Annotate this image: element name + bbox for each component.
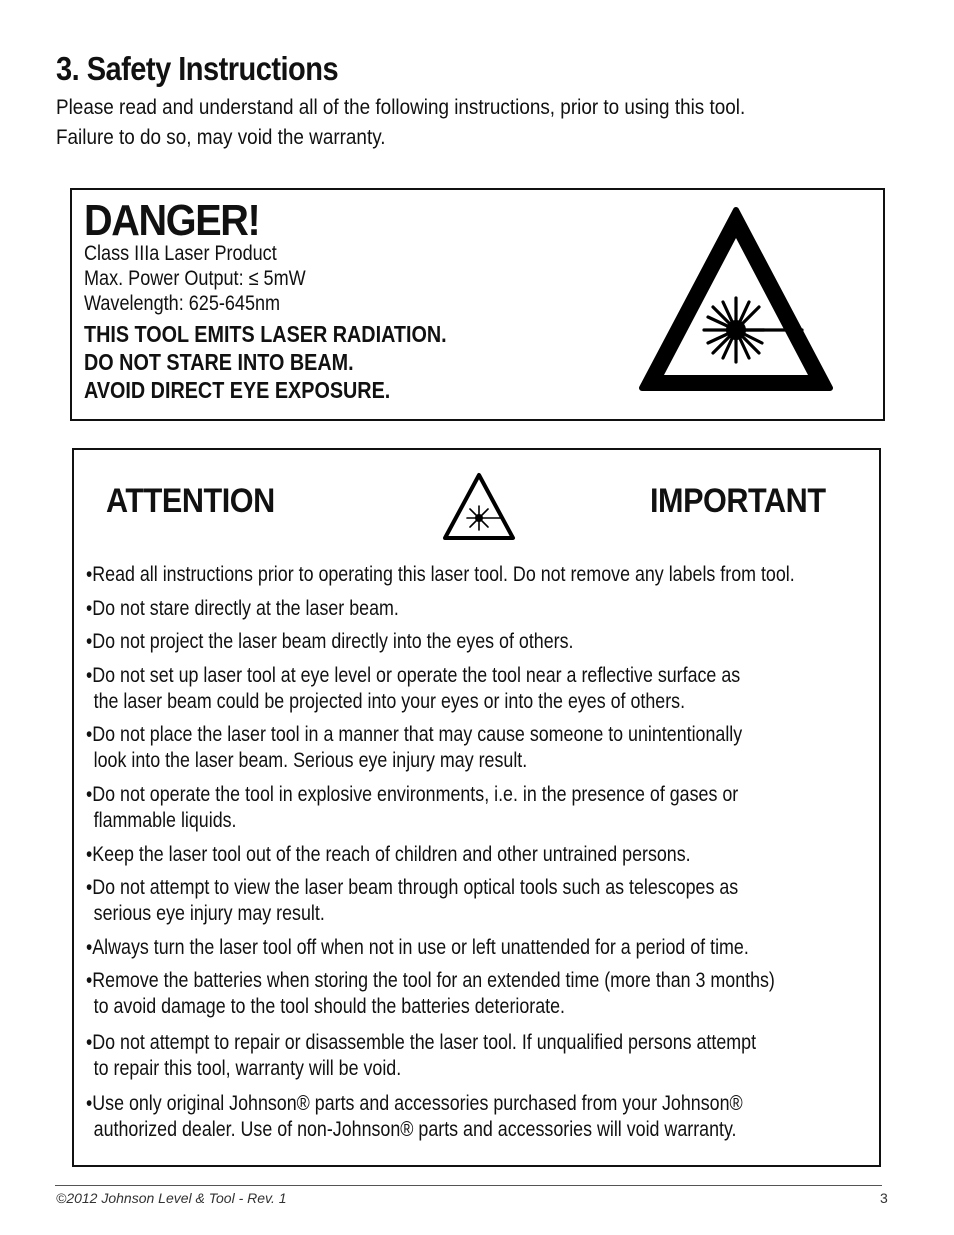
important-heading: IMPORTANT [650, 482, 826, 520]
page-title: 3. Safety Instructions [56, 50, 339, 87]
danger-heading: DANGER! [84, 196, 260, 245]
warning-line-eye-exposure: AVOID DIRECT EYE EXPOSURE. [84, 377, 391, 403]
attention-panel [72, 448, 881, 1167]
laser-warning-triangle-icon [636, 204, 836, 394]
list-item: •Do not attempt to view the laser beam through optical tools such as telescopes as serious eye injury may result. [86, 876, 739, 925]
list-item: •Do not place the laser tool in a manner that may cause someone to unintentionally look into the laser beam. Serious eye injury may result. [86, 723, 743, 772]
list-item: •Always turn the laser tool off when not in use or left unattended for a period of time. [86, 936, 749, 959]
laser-warning-triangle-icon [442, 472, 516, 542]
list-item: •Remove the batteries when storing the tool for an extended time (more than 3 months) to avoid damage to the tool should the batteries deteriorate. [86, 969, 775, 1018]
attention-heading: ATTENTION [106, 482, 275, 520]
list-item: •Use only original Johnson® parts and accessories purchased from your Johnson® authorized dealer. Use of non-Johnson® parts and accessories will void warranty. [86, 1092, 743, 1141]
warning-line-radiation: THIS TOOL EMITS LASER RADIATION. [84, 321, 447, 347]
intro-line-1: Please read and understand all of the following instructions, prior to using this tool. [56, 96, 746, 119]
danger-panel [70, 188, 885, 421]
laser-class-text: Class IIIa Laser Product [84, 242, 277, 265]
footer-copyright: ©2012 Johnson Level & Tool - Rev. 1 [56, 1190, 287, 1206]
page-number: 3 [880, 1190, 888, 1206]
intro-line-2: Failure to do so, may void the warranty. [56, 126, 386, 149]
footer-divider [55, 1185, 882, 1186]
warning-line-stare: DO NOT STARE INTO BEAM. [84, 349, 354, 375]
list-item: •Do not set up laser tool at eye level or operate the tool near a reflective surface as the laser beam could be projected into your eyes or into the eyes of others. [86, 664, 741, 713]
list-item: •Do not project the laser beam directly into the eyes of others. [86, 630, 574, 653]
wavelength-text: Wavelength: 625-645nm [84, 292, 281, 315]
list-item: •Do not stare directly at the laser beam. [86, 597, 399, 620]
list-item: •Keep the laser tool out of the reach of children and other untrained persons. [86, 843, 691, 866]
list-item: •Do not operate the tool in explosive environments, i.e. in the presence of gases or flammable liquids. [86, 783, 739, 832]
list-item: •Read all instructions prior to operating this laser tool. Do not remove any labels from tool. [86, 563, 795, 586]
list-item: •Do not attempt to repair or disassemble the laser tool. If unqualified persons attempt to repair this tool, warranty will be void. [86, 1031, 757, 1080]
power-output-text: Max. Power Output: ≤ 5mW [84, 267, 306, 290]
